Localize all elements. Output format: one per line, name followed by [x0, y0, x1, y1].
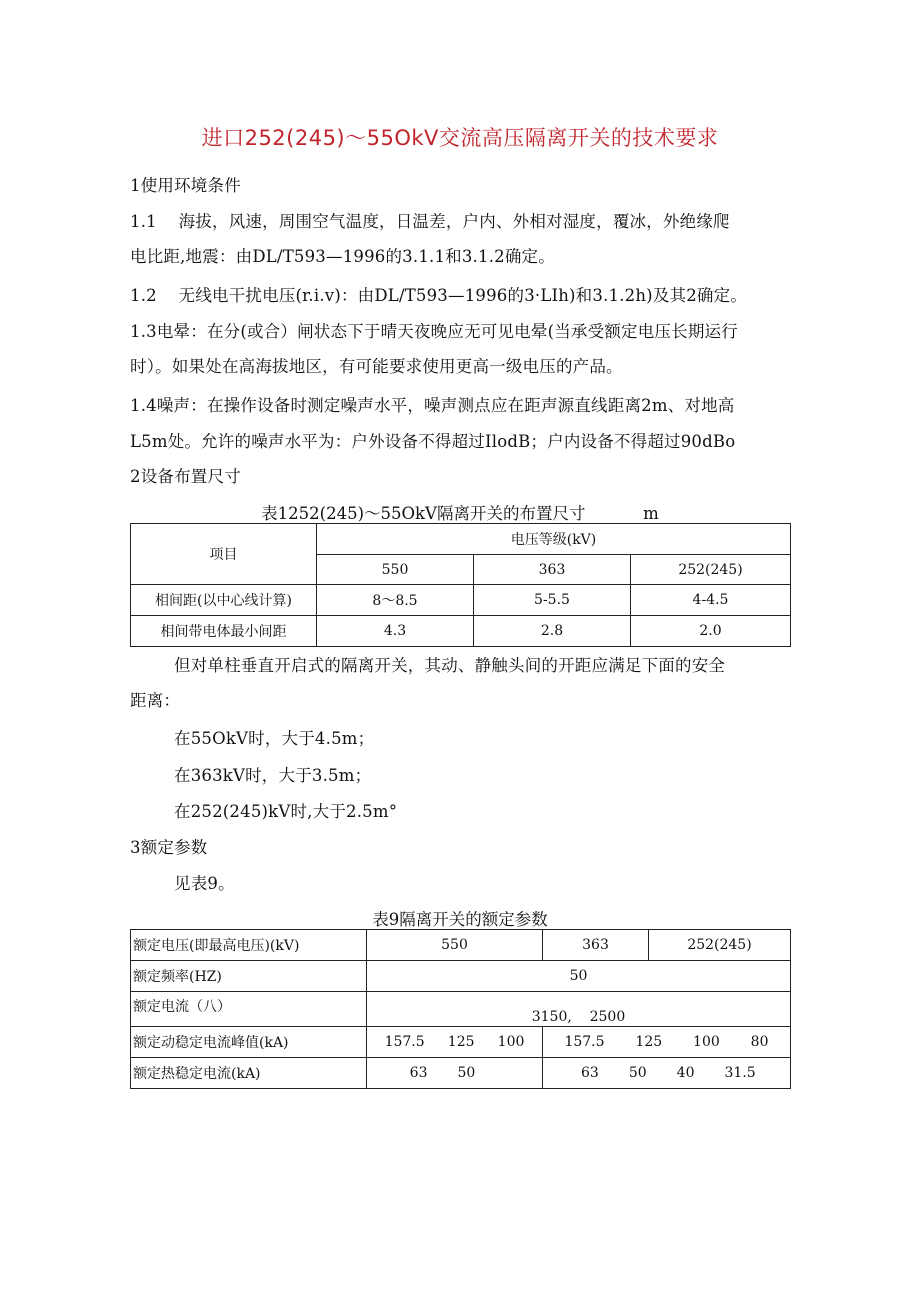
paragraph-1-1-line2: 电比距,地震：由DL/T593—1996的3.1.1和3.1.2确定。: [130, 247, 555, 266]
row-label-current: 额定电流（八）: [131, 992, 367, 1027]
table2-caption: 表9隔离开关的额定参数: [372, 910, 548, 929]
cell-value: 125: [635, 1034, 663, 1050]
clearance-550: 在55OkV时，大于4.5m；: [174, 729, 375, 748]
cell-value: 8～8.5: [317, 585, 474, 616]
paragraph-1-3-line1: 1.3电晕：在分(或合）闸状态下于晴天夜晚应无可见电晕(当承受额定电压长期运行: [130, 322, 738, 341]
paragraph-clearance-line1: 但对单柱垂直开启式的隔离开关，其动、静触头间的开距应满足下面的安全: [174, 656, 726, 675]
table-row: [131, 1027, 791, 1058]
cell-group: [367, 1027, 543, 1058]
header-col-363: 363: [474, 555, 631, 585]
header-item: 项目: [131, 524, 317, 585]
table-row: [131, 585, 791, 616]
paragraph-1-2: 1.2 无线电干扰电压(r.i.v)：由DL/T593—1996的3·LIh)和3.1.2h)及其2确定。: [130, 286, 748, 305]
header-col-252: 252(245): [631, 555, 791, 585]
cell-value: 4-4.5: [631, 585, 791, 616]
cell-value: 63: [581, 1065, 599, 1081]
clearance-252: 在252(245)kV时,大于2.5m°: [174, 802, 398, 821]
table-row: [131, 992, 791, 1027]
cell-value: 252(245): [649, 930, 791, 961]
cell-value: 125: [447, 1034, 475, 1050]
cell-group: [367, 1058, 543, 1089]
cell-value: 40: [676, 1065, 695, 1081]
section-heading-3: 3额定参数: [130, 838, 208, 857]
row-label-voltage: 额定电压(即最高电压)(kV): [131, 930, 367, 961]
row-label-dynamic: 额定动稳定电流峰值(kA): [131, 1027, 367, 1058]
cell-value: 50: [628, 1065, 647, 1081]
cell-value: 3150, 2500: [367, 992, 791, 1027]
paragraph-1-1-line1: 1.1 海拔，风速，周围空气温度，日温差，户内、外相对湿度，覆冰，外绝缘爬: [130, 212, 730, 231]
table-row: [131, 930, 791, 961]
cell-value: 157.5: [564, 1034, 605, 1050]
cell-value: 363: [543, 930, 649, 961]
cell-value: 2.8: [474, 616, 631, 647]
cell-value: 31.5: [724, 1065, 756, 1081]
cell-value: 50: [367, 961, 791, 992]
cell-value: 50: [457, 1065, 476, 1081]
table-row: [131, 616, 791, 647]
paragraph-1-4-line2: L5m处。允许的噪声水平为：户外设备不得超过IlodB；户内设备不得超过90dBo: [130, 432, 736, 451]
row-label-thermal: 额定热稳定电流(kA): [131, 1058, 367, 1089]
layout-dimensions-table: [130, 523, 791, 647]
table-row: [131, 961, 791, 992]
row-label-frequency: 额定频率(HZ): [131, 961, 367, 992]
table1-caption: 表1252(245)～55OkV隔离开关的布置尺寸 m: [261, 504, 659, 523]
row-label: 相间距(以中心线计算): [131, 585, 317, 616]
see-table-9: 见表9。: [174, 874, 235, 893]
header-voltage-group: 电压等级(kV): [317, 524, 791, 555]
paragraph-1-4-line1: 1.4噪声：在操作设备时测定噪声水平，噪声测点应在距声源直线距离2m、对地高: [130, 396, 735, 415]
cell-value: 100: [497, 1034, 525, 1050]
cell-group: [543, 1058, 791, 1089]
paragraph-1-3-line2: 时）。如果处在高海拔地区，有可能要求使用更高一级电压的产品。: [130, 357, 623, 376]
rated-parameters-table: [130, 929, 791, 1089]
cell-value: 80: [750, 1034, 769, 1050]
paragraph-clearance-line2: 距离：: [130, 691, 181, 710]
clearance-363: 在363kV时，大于3.5m；: [174, 766, 372, 785]
header-col-550: 550: [317, 555, 474, 585]
row-label: 相间带电体最小间距: [131, 616, 317, 647]
section-heading-1: 1使用环境条件: [130, 176, 241, 195]
cell-value: 63: [409, 1065, 428, 1081]
cell-value: 157.5: [384, 1034, 425, 1050]
table-row: [131, 1058, 791, 1089]
document-title: 进口252(245)～55OkV交流高压隔离开关的技术要求: [201, 126, 719, 150]
section-heading-2: 2设备布置尺寸: [130, 467, 241, 486]
cell-value: 5-5.5: [474, 585, 631, 616]
cell-value: 550: [367, 930, 543, 961]
cell-value: 4.3: [317, 616, 474, 647]
cell-value: 2.0: [631, 616, 791, 647]
cell-group: [543, 1027, 791, 1058]
cell-value: 100: [693, 1034, 720, 1050]
